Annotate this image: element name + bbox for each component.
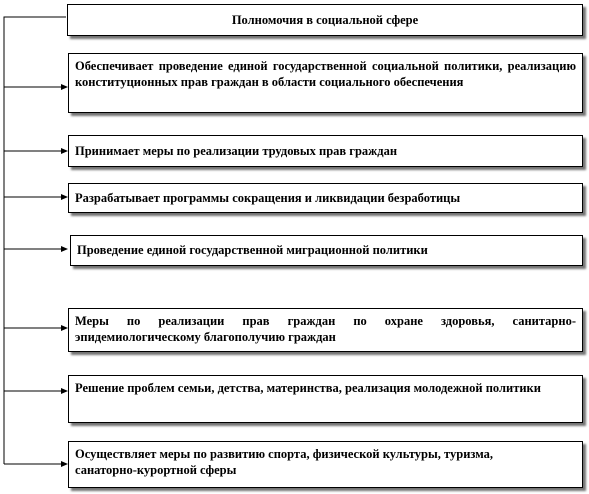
item-box-6 bbox=[68, 375, 583, 423]
item-text-5: Меры по реализации прав граждан по охране здоровья, санитарно-эпидемиологическому благополучию граждан bbox=[75, 314, 576, 345]
connector-trunk bbox=[4, 17, 66, 464]
item-box-5 bbox=[68, 308, 583, 352]
item-box-3 bbox=[68, 183, 583, 213]
item-box-7 bbox=[68, 441, 583, 488]
item-box-1 bbox=[68, 53, 583, 113]
item-text-2: Принимает меры по реализации трудовых прав граждан bbox=[75, 143, 398, 158]
item-text-3: Разрабатывает программы сокращения и ликвидации безработицы bbox=[75, 190, 461, 205]
item-box-4 bbox=[70, 235, 583, 266]
item-box-2 bbox=[68, 135, 583, 167]
header-box bbox=[67, 4, 583, 36]
header-title: Полномочия в социальной сфере bbox=[231, 12, 419, 27]
item-text-4: Проведение единой государственной миграционной политики bbox=[77, 243, 428, 258]
item-text-7: Осуществляет меры по развитию спорта, физической культуры, туризма, санаторно-курортной сферы bbox=[75, 447, 494, 478]
item-text-1: Обеспечивает проведение единой государственной социальной политики, реализацию конституционных прав граждан в области социального обеспечения bbox=[75, 59, 576, 90]
item-text-6: Решение проблем семьи, детства, материнства, реализация молодежной политики bbox=[75, 381, 541, 395]
